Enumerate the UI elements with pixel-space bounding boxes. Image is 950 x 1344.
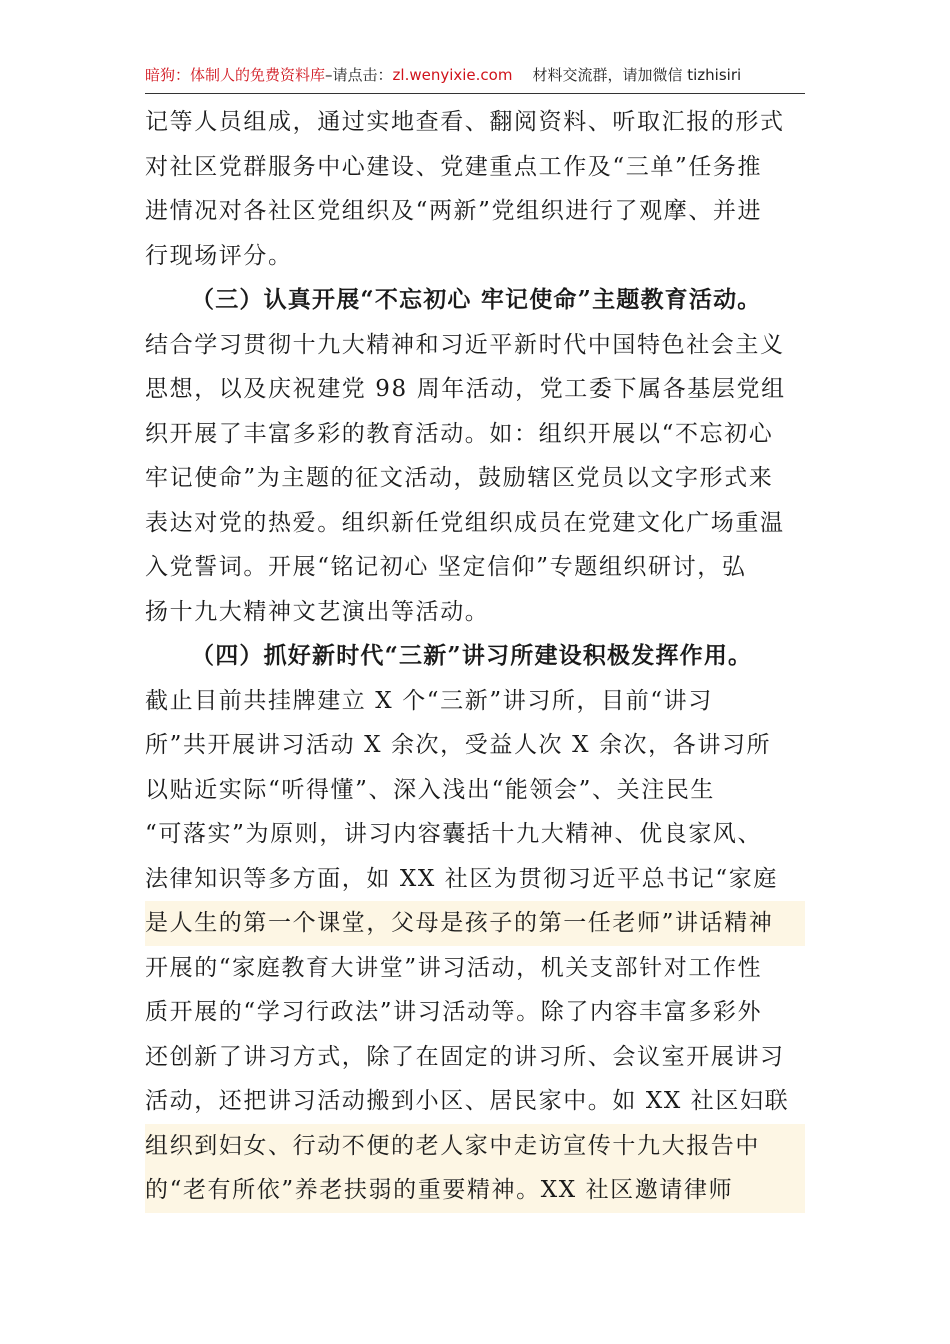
body-line-highlighted: 组织到妇女、行动不便的老人家中走访宣传十九大报告中 (145, 1124, 805, 1169)
header-click-prompt: –请点击： (325, 66, 393, 84)
body-line: 进情况对各社区党组织及“两新”党组织进行了观摩、并进 (145, 198, 763, 224)
body-line: 扬十九大精神文艺演出等活动。 (145, 598, 490, 625)
body-line: 所”共开展讲习活动 X 余次，受益人次 X 余次，各讲习所 (145, 732, 772, 758)
body-line-highlighted: 的“老有所依”养老扶弱的重要精神。XX 社区邀请律师 (145, 1168, 805, 1213)
document-body (145, 100, 805, 1213)
body-line-highlighted: 是人生的第一个课堂，父母是孩子的第一任老师”讲话精神 (145, 901, 805, 946)
header-site-name: 暗狗：体制人的免费资料库 (145, 66, 326, 84)
body-line: 记等人员组成，通过实地查看、翻阅资料、听取汇报的形式 (145, 109, 785, 135)
body-line: 对社区党群服务中心建设、党建重点工作及“三单”任务推 (145, 153, 763, 180)
body-line: 表达对党的热爱。组织新任党组织成员在党建文化广场重温 (145, 509, 785, 536)
body-line: 入党誓词。开展“铭记初心 坚定信仰”专题组织研讨，弘 (145, 554, 747, 580)
body-line: 还创新了讲习方式，除了在固定的讲习所、会议室开展讲习 (145, 1043, 785, 1070)
page-header (145, 62, 805, 88)
section-heading-4: （四）抓好新时代“三新”讲习所建设积极发挥作用。 (191, 642, 753, 669)
header-url-link[interactable]: zl.wenyixie.com (392, 66, 513, 84)
body-line: 活动，还把讲习活动搬到小区、居民家中。如 XX 社区妇联 (145, 1088, 790, 1114)
body-line: 开展的“家庭教育大讲堂”讲习活动，机关支部针对工作性 (145, 954, 763, 981)
body-line: 思想，以及庆祝建党 98 周年活动，党工委下属各基层党组 (145, 376, 786, 402)
body-line: 织开展了丰富多彩的教育活动。如：组织开展以“不忘初心 (145, 420, 774, 447)
body-line: 法律知识等多方面，如 XX 社区为贯彻习近平总书记“家庭 (145, 865, 778, 892)
body-line: 以贴近实际“听得懂”、深入浅出“能领会”、关注民生 (145, 776, 716, 803)
body-line: 行现场评分。 (145, 242, 293, 269)
header-group-note: 材料交流群，请加微信 tizhisiri (532, 66, 742, 84)
body-line: 牢记使命”为主题的征文活动，鼓励辖区党员以文字形式来 (145, 465, 774, 491)
body-line: “可落实”为原则，讲习内容囊括十九大精神、优良家风、 (145, 821, 763, 847)
header-divider (145, 93, 805, 94)
body-line: 质开展的“学习行政法”讲习活动等。除了内容丰富多彩外 (145, 999, 763, 1025)
body-line: 截止目前共挂牌建立 X 个“三新”讲习所，目前“讲习 (145, 687, 713, 714)
body-line: 结合学习贯彻十九大精神和习近平新时代中国特色社会主义 (145, 331, 785, 358)
section-heading-3: （三）认真开展“不忘初心 牢记使命”主题教育活动。 (191, 286, 762, 313)
